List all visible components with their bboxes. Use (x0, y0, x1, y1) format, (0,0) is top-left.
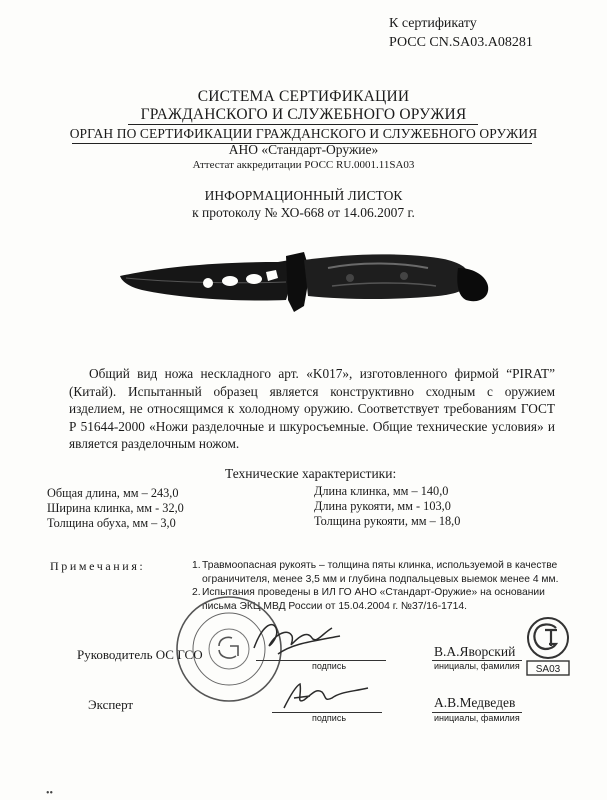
expert-signature (280, 678, 372, 712)
specs-right-column (314, 484, 460, 529)
certificate-reference (389, 14, 533, 52)
divider-organ (72, 143, 532, 144)
spec-blade-width: Ширина клинка, мм - 32,0 (47, 501, 184, 515)
knife-description: Общий вид ножа нескладного арт. «K017», изготовленного фирмой “PIRAT” (Китай). Испытанный образец является конструктивно сходным с оружием изделием, не относящимся к холодному оружию. Соответствует требованиям ГОСТ Р 51644-2000 «Ножи разделочные и шкуросъемные. Общие технические условия» и является разделочным ножом. (69, 366, 555, 451)
footer-mark: •• (46, 788, 54, 799)
info-sheet-title: ИНФОРМАЦИОННЫЙ ЛИСТОК (204, 188, 403, 203)
system-title (0, 88, 607, 124)
accreditation-certificate: Аттестат аккредитации РОСС RU.0001.11SA03 (192, 159, 415, 171)
spec-blade-length: Длина клинка, мм – 140,0 (314, 484, 449, 498)
note-1-number: 1. (192, 560, 201, 571)
head-signature-caption: подпись (312, 661, 347, 671)
gost-mark-code: SA03 (535, 664, 561, 675)
note-1 (192, 559, 572, 586)
spec-total-length: Общая длина, мм – 243,0 (47, 486, 179, 500)
info-sheet-heading (0, 187, 607, 221)
head-signature (248, 614, 344, 660)
head-name-caption: инициалы, фамилия (434, 661, 520, 671)
head-name: В.А.Яворский (434, 644, 516, 659)
note-1-text: Травмоопасная рукоять – толщина пяты клинка, используемой в качестве ограничителя, менее 3,5 мм и глубина подпальцевых выемок менее 4 мм. (202, 560, 559, 585)
expert-signature-caption: подпись (312, 713, 347, 723)
gost-r-mark (523, 616, 573, 678)
protocol-reference: к протоколу № ХО-668 от 14.06.2007 г. (192, 205, 415, 220)
divider-top (128, 124, 478, 125)
knife-photo (118, 248, 490, 320)
expert-role: Эксперт (88, 697, 134, 712)
system-title-line1: СИСТЕМА СЕРТИФИКАЦИИ (197, 88, 410, 105)
organ-name: ОРГАН ПО СЕРТИФИКАЦИИ ГРАЖДАНСКОГО И СЛУЖЕБНОГО ОРУЖИЯ (69, 126, 538, 141)
note-2-text: Испытания проведены в ИЛ ГО АНО «Стандарт-Оружие» на основании письма ЭКЦ МВД России от 15.04.2004 г. №37/16-1714. (202, 587, 545, 612)
organ-ano: АНО «Стандарт-Оружие» (228, 142, 379, 157)
specs-left-column (47, 486, 184, 531)
note-2-number: 2. (192, 587, 201, 598)
certification-organ (0, 126, 607, 173)
head-role: Руководитель ОС ГСО (77, 647, 203, 662)
tech-characteristics-title: Технические характеристики: (225, 466, 397, 481)
certificate-reference-label: К сертификату (389, 16, 477, 31)
spec-spine-thickness: Толщина обуха, мм – 3,0 (47, 516, 176, 530)
notes-label: Примечания: (50, 559, 146, 573)
expert-name-caption: инициалы, фамилия (434, 713, 520, 723)
spec-handle-thickness: Толщина рукояти, мм – 18,0 (314, 514, 461, 528)
spec-handle-length: Длина рукояти, мм - 103,0 (314, 499, 451, 513)
certificate-number: РОСС CN.SA03.A08281 (389, 35, 533, 50)
system-title-line2: ГРАЖДАНСКОГО И СЛУЖЕБНОГО ОРУЖИЯ (140, 106, 467, 123)
expert-name: А.В.Медведев (434, 695, 516, 710)
